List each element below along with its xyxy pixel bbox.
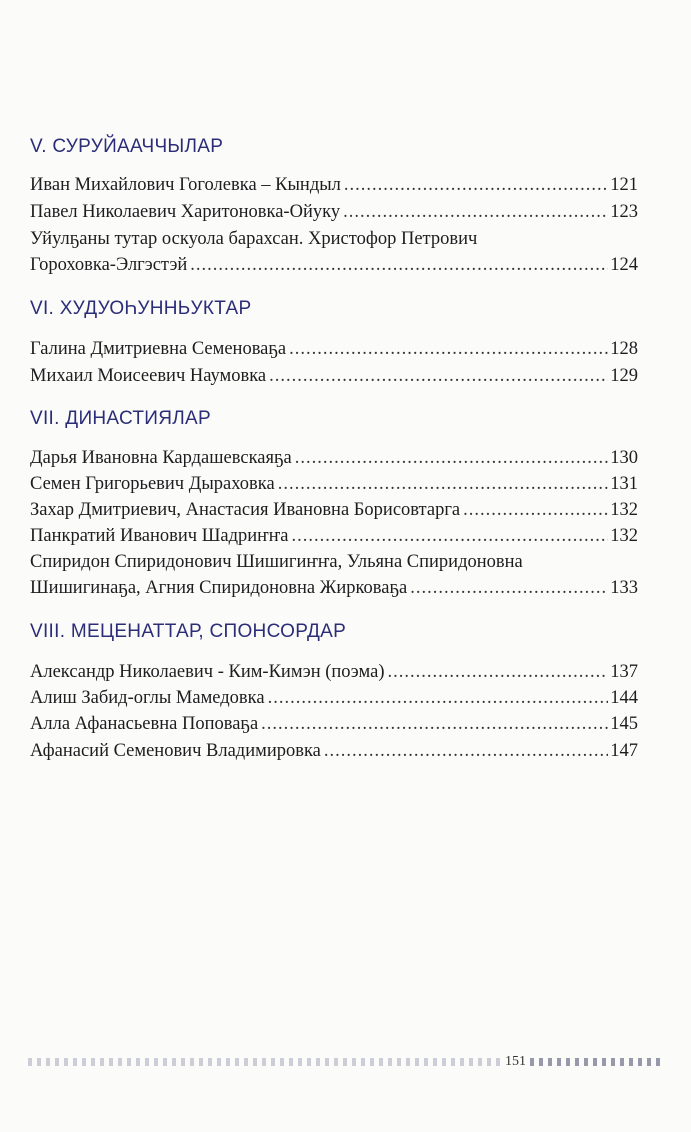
toc-entry-name: Галина Дмитриевна Семеноваҕа (30, 339, 287, 359)
leader-dots (269, 363, 608, 389)
toc-entry-page: 123 (610, 202, 638, 222)
leader-dots (291, 523, 608, 549)
toc-entry-name: Семен Григорьевич Дыраховка (30, 474, 275, 494)
toc-entry (30, 711, 638, 737)
toc-entry (30, 659, 638, 685)
toc-entry-name: Дарья Ивановна Кардашевскаяҕа (30, 448, 292, 468)
toc-entry-page: 132 (610, 526, 638, 546)
toc-entry-name: Алла Афанасьевна Поповаҕа (30, 714, 259, 734)
leader-dots (343, 199, 608, 225)
toc-entry-line1: Спиридон Спиридонович Шишигиҥҥа, Ульяна Спиридоновна (30, 552, 523, 572)
leader-dots (388, 659, 609, 685)
toc-entry-page: 137 (610, 662, 638, 682)
toc-entry-name: Шишигинаҕа, Агния Спиридоновна Жирковаҕа (30, 578, 408, 598)
leader-dots (344, 172, 608, 198)
toc-entry-name: Захар Дмитриевич, Анастасия Ивановна Борисовтарга (30, 500, 461, 520)
ornament-pattern-left (28, 1058, 501, 1066)
toc-entry-name: Гороховка-Элгэстэй (30, 255, 188, 275)
leader-dots (324, 738, 608, 764)
toc-entry-page: 147 (610, 741, 638, 761)
ornament-pattern-right (530, 1058, 660, 1066)
toc-entry (30, 471, 638, 497)
toc-entry-name: Алиш Забид-оглы Мамедовка (30, 688, 265, 708)
toc-entry-page: 133 (610, 578, 638, 598)
toc-entry-page: 132 (610, 500, 638, 520)
toc-entry (30, 363, 638, 389)
toc-entry-name: Панкратий Иванович Шадриҥҥа (30, 526, 289, 546)
toc-entry (30, 685, 638, 711)
page-number: 151 (505, 1054, 526, 1069)
toc-entry-name: Павел Николаевич Харитоновка-Ойуку (30, 202, 341, 222)
leader-dots (278, 471, 609, 497)
toc-entry (30, 199, 638, 225)
leader-dots (268, 685, 609, 711)
toc-entry-page: 121 (610, 175, 638, 195)
toc-entry-page: 129 (610, 366, 638, 386)
toc-entry (30, 523, 638, 549)
leader-dots (261, 711, 608, 737)
toc-entry (30, 336, 638, 362)
toc-entry (30, 738, 638, 764)
toc-entry-name: Александр Николаевич - Ким-Кимэн (поэма) (30, 662, 385, 682)
toc-entry (30, 172, 638, 198)
toc-entry-page: 128 (610, 339, 638, 359)
toc-entry (30, 575, 638, 601)
leader-dots (410, 575, 608, 601)
section-title-vii: VII. ДИНАСТИЯЛАР (30, 408, 211, 429)
toc-entry-name: Афанасий Семенович Владимировка (30, 741, 321, 761)
leader-dots (463, 497, 608, 523)
toc-entry-name: Иван Михайлович Гоголевка – Кындыл (30, 175, 341, 195)
section-title-v: V. СУРУЙААЧЧЫЛАР (30, 136, 224, 157)
toc-entry-page: 131 (610, 474, 638, 494)
leader-dots (190, 252, 608, 278)
toc-entry (30, 497, 638, 523)
toc-entry-page: 144 (610, 688, 638, 708)
footer-ornament (28, 1056, 660, 1068)
section-title-viii: VIII. МЕЦЕНАТТАР, СПОНСОРДАР (30, 621, 347, 642)
toc-entry-page: 124 (610, 255, 638, 275)
toc-entry-page: 145 (610, 714, 638, 734)
toc-entry-name: Михаил Моисеевич Наумовка (30, 366, 267, 386)
toc-entry-page: 130 (610, 448, 638, 468)
leader-dots (289, 336, 608, 362)
toc-entry-line1: Уйулҕаны тутар оскуола барахсан. Христофор Петрович (30, 229, 478, 249)
section-title-vi: VI. ХУДУОҺУННЬУКТАР (30, 298, 252, 319)
toc-entry (30, 445, 638, 471)
toc-entry (30, 252, 638, 278)
leader-dots (295, 445, 609, 471)
